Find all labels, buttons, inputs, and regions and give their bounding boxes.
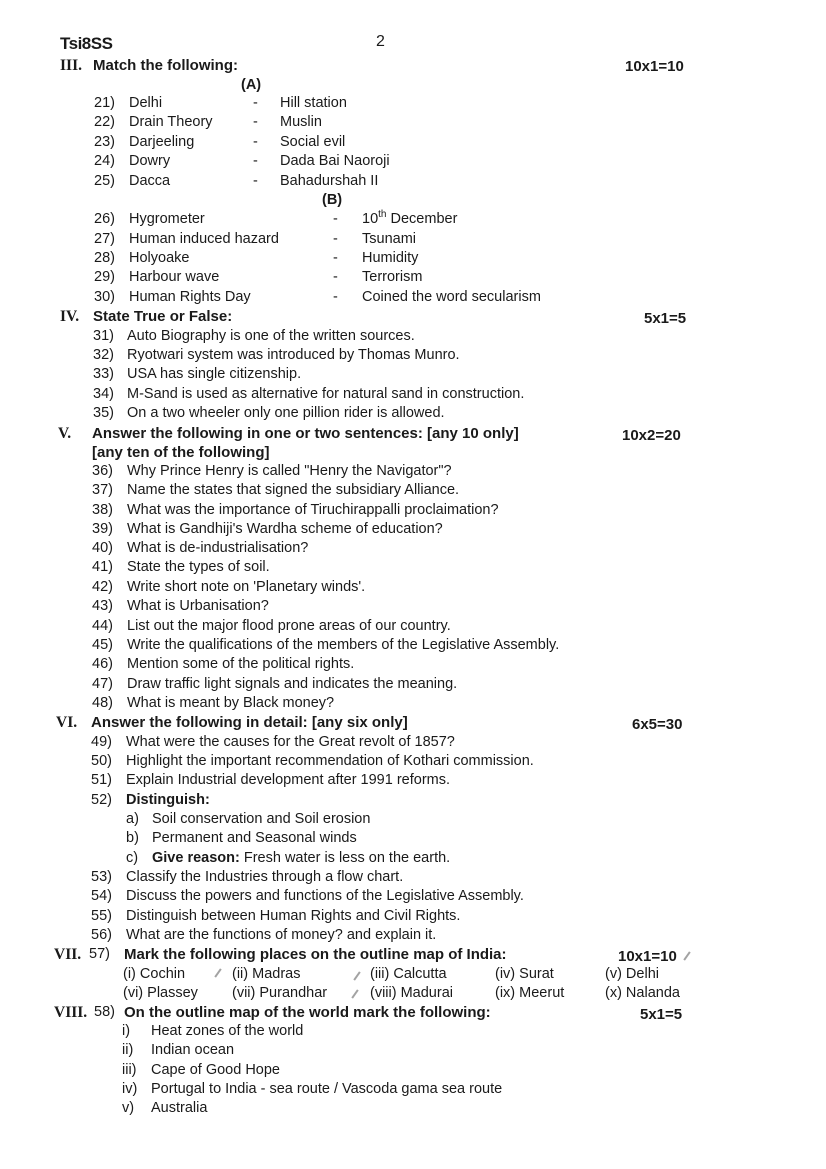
- page-number: 2: [376, 33, 385, 50]
- question-text: Auto Biography is one of the written sources.: [127, 328, 415, 344]
- match-number: 26): [94, 211, 115, 227]
- match-right: Humidity: [362, 250, 419, 266]
- sub-question-text: Permanent and Seasonal winds: [152, 830, 357, 846]
- question-number: 32): [93, 347, 114, 363]
- question-number: 53): [91, 869, 112, 885]
- roman-numeral: iii): [122, 1062, 137, 1078]
- match-dash: -: [333, 250, 338, 266]
- match-number: 30): [94, 289, 115, 305]
- match-left: Drain Theory: [129, 114, 213, 130]
- match-number: 23): [94, 134, 115, 150]
- roman-numeral: iv): [122, 1081, 138, 1097]
- section-3-title: Match the following:: [93, 57, 238, 74]
- question-number: 33): [93, 366, 114, 382]
- roman-numeral: v): [122, 1100, 135, 1116]
- match-left: Human Rights Day: [129, 289, 251, 305]
- question-text: USA has single citizenship.: [127, 366, 302, 382]
- question-text: What are the functions of money? and explain it.: [126, 927, 437, 943]
- map-item-text: Indian ocean: [151, 1042, 235, 1058]
- sub-question-letter: b): [126, 830, 139, 846]
- question-text: Distinguish between Human Rights and Civil Rights.: [126, 908, 461, 924]
- question-text: M-Sand is used as alternative for natural sand in construction.: [127, 386, 525, 402]
- match-number: 21): [94, 95, 115, 111]
- match-left: Dowry: [129, 153, 171, 169]
- question-text: What is Urbanisation?: [127, 598, 269, 614]
- question-number: 44): [92, 618, 113, 634]
- question-text: Mention some of the political rights.: [127, 656, 355, 672]
- match-right: Hill station: [280, 95, 347, 111]
- group-b-label: (B): [322, 192, 343, 208]
- question-text: State the types of soil.: [127, 559, 270, 575]
- match-left: Harbour wave: [129, 269, 220, 285]
- match-number: 22): [94, 114, 115, 130]
- section-5-marks: 10x2=20: [622, 427, 681, 444]
- question-number: 48): [92, 695, 113, 711]
- question-text: What were the causes for the Great revolt of 1857?: [126, 734, 455, 750]
- question-text: Classify the Industries through a flow chart.: [126, 869, 404, 885]
- match-left: Hygrometer: [129, 211, 205, 227]
- match-right: Tsunami: [362, 231, 416, 247]
- match-number: 28): [94, 250, 115, 266]
- match-number: 29): [94, 269, 115, 285]
- section-7-marks: 10x1=10: [618, 948, 677, 965]
- map-item-text: Heat zones of the world: [151, 1023, 304, 1039]
- match-right: 10th December: [362, 209, 458, 227]
- match-left: Holyoake: [129, 250, 190, 266]
- question-number: 41): [92, 559, 113, 575]
- place-item: (iv) Surat: [495, 966, 554, 982]
- question-text: What was the importance of Tiruchirappalli proclaimation?: [127, 502, 499, 518]
- map-item-text: Cape of Good Hope: [151, 1062, 280, 1078]
- place-item: (ix) Meerut: [495, 985, 565, 1001]
- distinguish-heading: Distinguish:: [126, 792, 210, 808]
- match-left: Human induced hazard: [129, 231, 279, 247]
- question-number: 56): [91, 927, 112, 943]
- question-number: 43): [92, 598, 113, 614]
- section-7-title: Mark the following places on the outline map of India:: [124, 946, 507, 963]
- map-item-text: Australia: [151, 1100, 208, 1116]
- section-8-question-number: 58): [94, 1004, 115, 1020]
- question-text: Why Prince Henry is called "Henry the Navigator"?: [127, 463, 452, 479]
- question-text: What is Gandhiji's Wardha scheme of education?: [127, 521, 443, 537]
- question-text: Name the states that signed the subsidiary Alliance.: [127, 482, 460, 498]
- section-6-number: VI.: [56, 714, 78, 731]
- group-a-label: (A): [241, 77, 262, 93]
- match-right: Terrorism: [362, 269, 423, 285]
- match-left: Dacca: [129, 173, 171, 189]
- match-right: Muslin: [280, 114, 322, 130]
- section-5-subtitle: [any ten of the following]: [92, 444, 270, 461]
- roman-numeral: i): [122, 1023, 131, 1039]
- match-right: Dada Bai Naoroji: [280, 153, 390, 169]
- question-text: Ryotwari system was introduced by Thomas Munro.: [127, 347, 460, 363]
- pen-mark-icon: [214, 968, 221, 977]
- question-number: 45): [92, 637, 113, 653]
- question-number: 38): [92, 502, 113, 518]
- match-dash: -: [253, 173, 258, 189]
- roman-numeral: ii): [122, 1042, 134, 1058]
- section-3-marks: 10x1=10: [625, 58, 684, 75]
- question-text: Draw traffic light signals and indicates the meaning.: [127, 676, 458, 692]
- question-text: On a two wheeler only one pillion rider is allowed.: [127, 405, 445, 421]
- question-number: 54): [91, 888, 112, 904]
- match-number: 24): [94, 153, 115, 169]
- section-5-title: Answer the following in one or two sentences: [any 10 only]: [92, 425, 519, 442]
- match-left: Darjeeling: [129, 134, 195, 150]
- place-item: (vii) Purandhar: [232, 985, 328, 1001]
- match-dash: -: [333, 231, 338, 247]
- match-left: Delhi: [129, 95, 163, 111]
- section-8-title: On the outline map of the world mark the following:: [124, 1004, 491, 1021]
- sub-question-letter: a): [126, 811, 139, 827]
- section-8-marks: 5x1=5: [640, 1006, 683, 1023]
- question-number: 40): [92, 540, 113, 556]
- paper-code: Tsi8SS: [60, 34, 113, 53]
- match-dash: -: [333, 211, 338, 227]
- place-item: (v) Delhi: [605, 966, 659, 982]
- match-dash: -: [333, 269, 338, 285]
- question-text: Highlight the important recommendation of Kothari commission.: [126, 753, 534, 769]
- match-dash: -: [253, 134, 258, 150]
- question-text: Write the qualifications of the members of the Legislative Assembly.: [127, 637, 560, 653]
- question-number: 39): [92, 521, 113, 537]
- section-8-number: VIII.: [54, 1004, 88, 1021]
- question-text: What is de-industrialisation?: [127, 540, 309, 556]
- match-dash: -: [253, 95, 258, 111]
- question-text: Explain Industrial development after 1991 reforms.: [126, 772, 451, 788]
- match-number: 27): [94, 231, 115, 247]
- sub-question-letter: c): [126, 850, 139, 866]
- match-number: 25): [94, 173, 115, 189]
- question-number: 49): [91, 734, 112, 750]
- give-reason-text: Give reason: Fresh water is less on the earth.: [152, 850, 451, 866]
- section-7-number: VII.: [54, 946, 82, 963]
- sub-question-text: Soil conservation and Soil erosion: [152, 811, 371, 827]
- section-4-title: State True or False:: [93, 308, 233, 325]
- place-item: (viii) Madurai: [370, 985, 453, 1001]
- place-item: (i) Cochin: [123, 966, 186, 982]
- question-number: 35): [93, 405, 114, 421]
- question-number: 46): [92, 656, 113, 672]
- place-item: (ii) Madras: [232, 966, 301, 982]
- match-right: Bahadurshah II: [280, 173, 379, 189]
- question-number: 52): [91, 792, 112, 808]
- place-item: (x) Nalanda: [605, 985, 680, 1001]
- match-right: Coined the word secularism: [362, 289, 541, 305]
- question-text: What is meant by Black money?: [127, 695, 335, 711]
- section-5-number: V.: [58, 425, 72, 442]
- pen-mark-icon: [353, 971, 360, 980]
- pen-mark-icon: [683, 951, 690, 960]
- question-text: Write short note on 'Planetary winds'.: [127, 579, 366, 595]
- section-4-number: IV.: [60, 308, 80, 325]
- question-number: 37): [92, 482, 113, 498]
- section-4-marks: 5x1=5: [644, 310, 687, 327]
- section-3-number: III.: [60, 57, 82, 74]
- question-number: 47): [92, 676, 113, 692]
- question-number: 55): [91, 908, 112, 924]
- question-number: 36): [92, 463, 113, 479]
- match-right: Social evil: [280, 134, 346, 150]
- section-6-title: Answer the following in detail: [any six only]: [91, 714, 408, 731]
- question-number: 50): [91, 753, 112, 769]
- place-item: (iii) Calcutta: [370, 966, 447, 982]
- question-number: 51): [91, 772, 112, 788]
- map-item-text: Portugal to India - sea route / Vascoda gama sea route: [151, 1081, 503, 1097]
- pen-mark-icon: [351, 989, 358, 998]
- question-number: 34): [93, 386, 114, 402]
- question-number: 42): [92, 579, 113, 595]
- question-number: 31): [93, 328, 114, 344]
- place-item: (vi) Plassey: [123, 985, 198, 1001]
- match-dash: -: [333, 289, 338, 305]
- match-dash: -: [253, 153, 258, 169]
- question-text: List out the major flood prone areas of our country.: [127, 618, 451, 634]
- question-text: Discuss the powers and functions of the Legislative Assembly.: [126, 888, 524, 904]
- section-7-question-number: 57): [89, 946, 110, 962]
- match-dash: -: [253, 114, 258, 130]
- section-6-marks: 6x5=30: [632, 716, 683, 733]
